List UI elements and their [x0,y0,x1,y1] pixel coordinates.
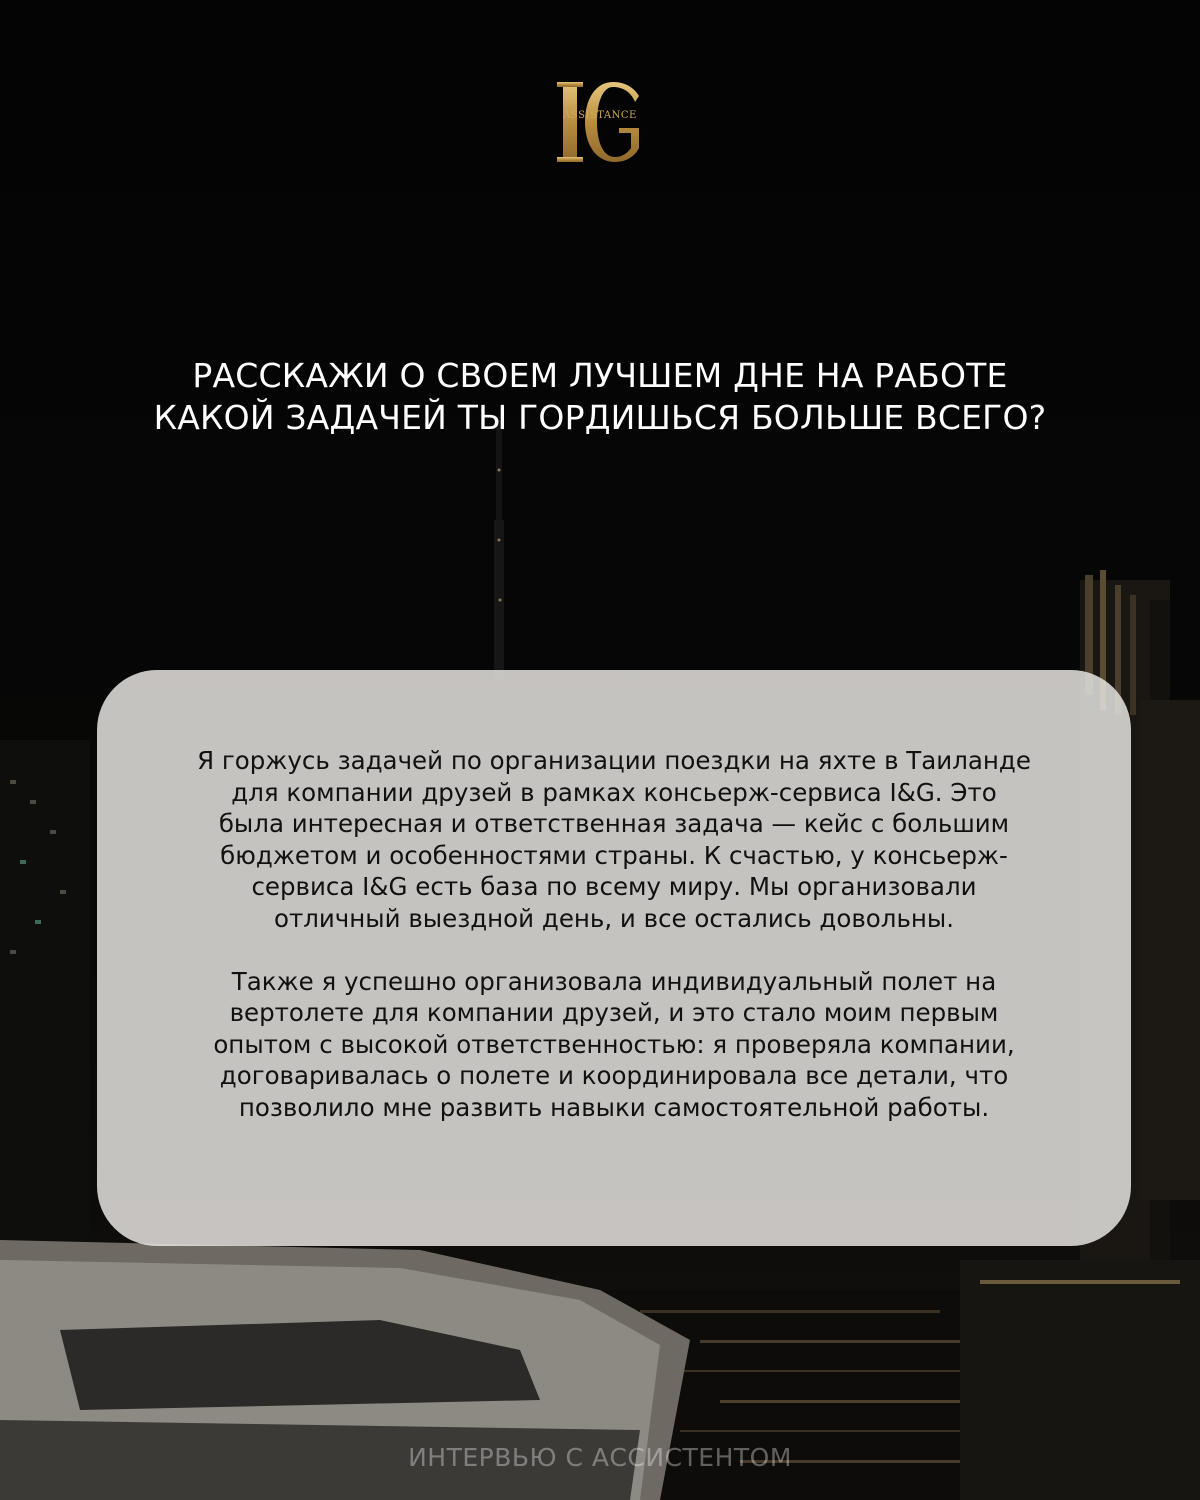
paragraph-1-line: была интересная и ответственная задача — кейс с большим [218,809,1010,838]
answer-card [97,670,1131,1246]
paragraph-2-line: договаривалась о полете и координировала все детали, что [219,1061,1009,1090]
paragraph-1-line: отличный выездной день, и все остались довольны. [273,903,955,933]
paragraph-2-line: Также я успешно организовала индивидуальный полет на [231,966,997,996]
paragraph-1-line: сервиса I&G есть база по всему миру. Мы организовали [251,872,977,901]
footer-caption: ИНТЕРВЬЮ С АССИСТЕНТОМ [408,1443,792,1472]
paragraph-1-line: для компании друзей в рамках консьерж-сервиса I&G. Это [231,777,997,807]
paragraph-1-line: Я горжусь задачей по организации поездки на яхте в Таиланде [197,746,1031,775]
paragraph-2-line: вертолете для компании друзей, и это стало моим первым [229,998,999,1027]
brand-logo [553,78,647,172]
answer-text [127,745,1101,1123]
logo-wordmark: ASSISTANCE [563,110,637,121]
title-line-2: КАКОЙ ЗАДАЧЕЙ ТЫ ГОРДИШЬСЯ БОЛЬШЕ ВСЕГО? [153,398,1047,437]
title-line-1: РАССКАЖИ О СВОЕМ ЛУЧШЕМ ДНЕ НА РАБОТЕ [192,356,1008,395]
paragraph-2-line: позволило мне развить навыки самостоятельной работы. [238,1092,990,1122]
paragraph-1-line: бюджетом и особенностями страны. К счастью, у консьерж- [220,840,1008,870]
paragraph-2-line: опытом с высокой ответственностью: я проверяла компании, [213,1029,1015,1059]
page-title [60,355,1140,439]
paragraph-spacer [127,934,1101,966]
ig-monogram-icon [553,78,647,172]
